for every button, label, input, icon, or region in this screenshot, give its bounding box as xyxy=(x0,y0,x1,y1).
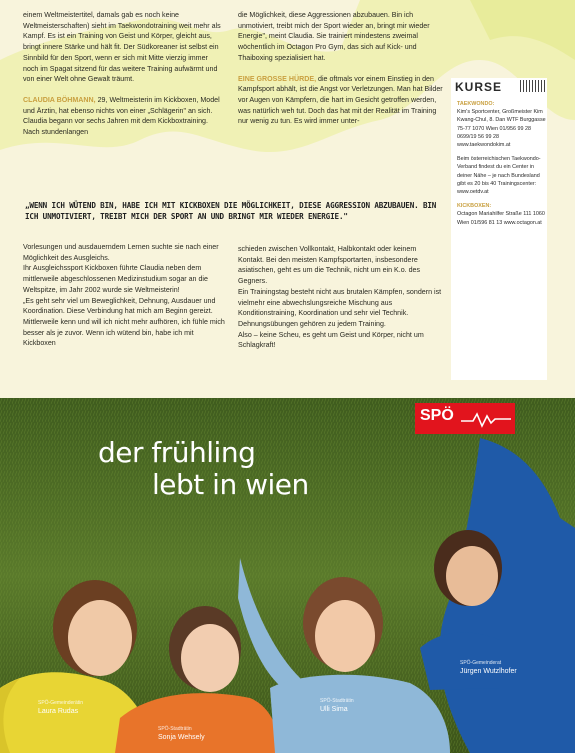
sidebar-block-taekwondo xyxy=(457,100,547,149)
section-lead-in: CLAUDIA BÖHMANN, xyxy=(23,95,96,104)
caption-role: SPÖ-Stadträtin xyxy=(320,698,354,704)
ad-headline-line-1: der frühling xyxy=(98,436,256,469)
caption-name: Sonja Wehsely xyxy=(158,733,205,741)
article-paragraph: einem Weltmeistertitel, damals gab es noch keine Weltmeisterschaften) sieht im Taekwondotraining weit mehr als Kampf. Es ist ein Training von Geist und Körper, gleicht aus, bringt innere Stärke und hält fit. Der Südkoreaner ist selbst ein Sinnbild für den Sport, wenn er sich mit Mitte vierzig immer noch im Spagat sitzend für das weitere Training aufwärmt und von einer Welt ohne Gewalt träumt. xyxy=(23,11,221,84)
heartbeat-icon xyxy=(461,410,511,428)
person-caption xyxy=(38,700,83,715)
article-paragraph: schieden zwischen Vollkontakt, Halbkontakt oder keinem Kontakt. Bei den meisten Kampfsportarten, insbesondere asiatischen, geht es um die Technik, nicht um ein K.o. des Gegners. xyxy=(238,245,421,286)
sidebar-text: Kim's Sportcenter, Großmeister Kim Kwang-Chul, 8. Dan WTF Burggasse 75-77 1070 Wien 01/956 99 28 0699/19 56 99 28 www.taekwondokim.at xyxy=(457,109,546,149)
article-column-1 xyxy=(23,10,223,138)
article-paragraph: Ein Trainingstag besteht nicht aus brutalen Kämpfen, sondern ist vielmehr eine abwechslungsreiche Mischung aus Konditionstraining, Koordination und sehr viel Technik. Dehnungsübungen gehören zu jedem Training. xyxy=(238,287,442,328)
spoe-advertisement xyxy=(0,398,575,753)
sidebar-label: KICKBOXEN: xyxy=(457,203,492,210)
person-caption xyxy=(460,660,517,675)
article-column-3 xyxy=(23,242,225,349)
article-column-2 xyxy=(238,10,443,127)
section-lead-in: EINE GROSSE HÜRDE, xyxy=(238,74,317,83)
sidebar-content xyxy=(457,100,547,233)
sidebar-label: TAEKWONDO: xyxy=(457,101,495,107)
caption-name: Laura Rudas xyxy=(38,707,79,715)
sidebar-block-verband: Beim österreichischen Taekwondo-Verband findest du ein Center in deiner Nähe – je nach Bundesland gibt es 20 bis 40 Trainingscenter: www.oetdv.at xyxy=(457,156,541,196)
article-paragraph xyxy=(23,95,223,138)
logo-text: SPÖ xyxy=(420,407,454,424)
sidebar-block-kickboxen xyxy=(457,202,547,227)
article-paragraph: die Möglichkeit, diese Aggressionen abzubauen. Bin ich unmotiviert, treibt mich der Sport wieder an, bringt mir wieder Energie", meint Claudia. Sie trainiert mindestens zweimal wöchentlich im Octagon Pro Gym, das sich auf Kick- und Thaiboxing spezialisiert hat. xyxy=(238,11,430,62)
caption-role: SPÖ-Stadträtin xyxy=(158,726,192,732)
article-paragraph: Vorlesungen und ausdauerndem Lernen suchte sie nach einer Möglichkeit des Ausgleichs. xyxy=(23,243,219,262)
caption-role: SPÖ-Gemeinderätin xyxy=(38,700,84,706)
article-paragraph xyxy=(238,74,443,128)
sidebar-text: Octagon Mariahilfer Straße 111 1060 Wien 01/596 81 13 www.octagon.at xyxy=(457,211,545,226)
caption-name: Ulli Sima xyxy=(320,705,348,713)
caption-role: SPÖ-Gemeinderat xyxy=(460,660,502,666)
person-caption xyxy=(320,698,354,713)
person-caption xyxy=(158,726,205,741)
sidebar-title-pattern xyxy=(520,80,547,92)
article-paragraph: Ihr Ausgleichssport Kickboxen führte Claudia neben dem mittlerweile abgeschlossenen Medizinstudium sogar an die Weltspitze, im Jahr 2002 wurde sie Weltmeisterin! xyxy=(23,264,208,294)
ad-photo-grass-and-people xyxy=(0,398,575,753)
article-paragraph: „Es geht sehr viel um Beweglichkeit, Dehnung, Ausdauer und Koordination. Diese Verbindung hat mich am Beginn gereizt. Mittlerweile kenn und will ich nicht mehr aufhören, ich fühle mich besser als je zuvor. Wenn ich wütend bin, habe ich mit Kickboxen xyxy=(23,296,225,348)
caption-name: Jürgen Wutzlhofer xyxy=(460,667,517,675)
ad-headline-line-2: lebt in wien xyxy=(152,468,309,501)
pull-quote: „WENN ICH WÜTEND BIN, HABE ICH MIT KICKBOXEN DIE MÖGLICHKEIT, DIESE AGGRESSION ABZUBAUEN. BIN ICH UNMOTIVIERT, TREIBT MICH DER SPORT AN UND BRINGT MIR WIEDER ENERGIE." xyxy=(25,201,437,221)
paragraph-text: 29, Weltmeisterin im Kickboxen, Model und Ärztin, hat ebenso nichts von einer „Schlägerin" an sich. Claudia begann vor sechs Jahren mit dem Kickboxtraining. Nach stundenlangen xyxy=(23,95,220,137)
sidebar-title: KURSE xyxy=(455,80,503,94)
article-column-4 xyxy=(238,244,444,351)
spoe-logo xyxy=(415,403,515,434)
article-paragraph: Also – keine Scheu, es geht um Geist und Körper, nicht um Schlagkraft! xyxy=(238,330,424,350)
paragraph-text: die oftmals vor einem Einstieg in den Kampfsport abhält, ist die Angst vor Verletzungen. Man hat Bilder vor Augen von Kämpfern, die hart im Gesicht getroffen werden, was natürlich weh tut. Doch das hat mit der Realität im Training nur wenig zu tun. Es wird immer unter- xyxy=(238,74,443,126)
